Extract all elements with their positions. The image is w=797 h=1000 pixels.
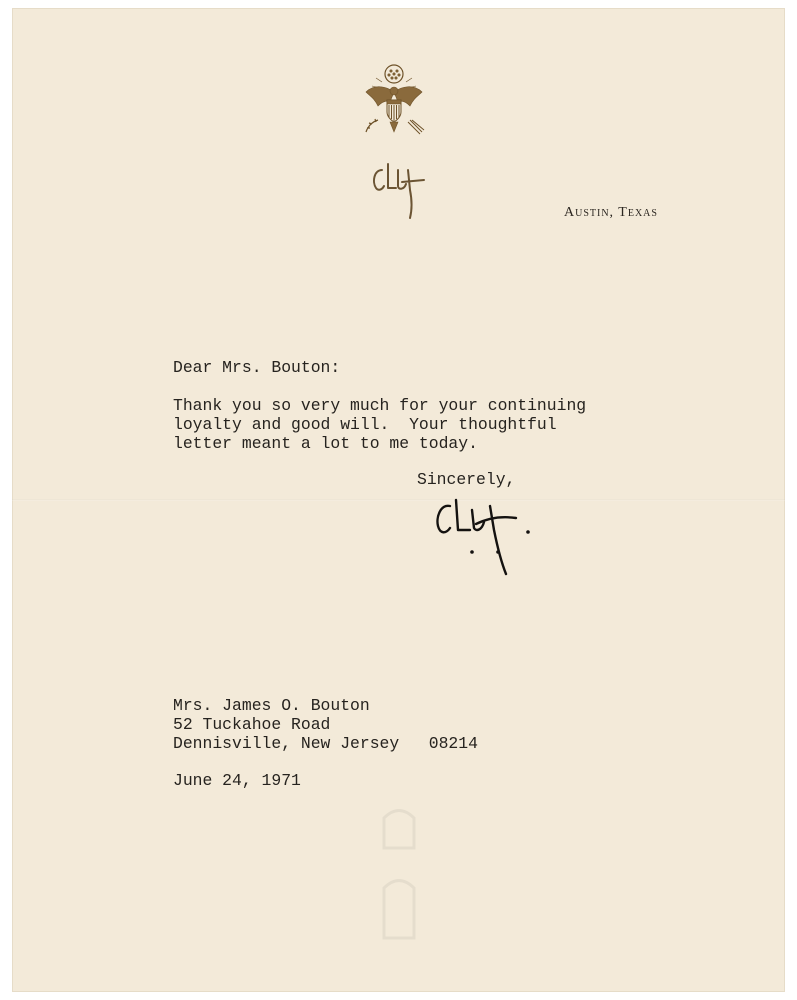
letter-date: June 24, 1971	[173, 771, 301, 790]
fold-line	[12, 499, 785, 501]
body-line: loyalty and good will. Your thoughtful	[173, 415, 557, 434]
body-line: Thank you so very much for your continuing	[173, 396, 587, 415]
recipient-street: 52 Tuckahoe Road	[173, 715, 331, 734]
monogram-icon	[368, 156, 428, 222]
recipient-address	[173, 696, 478, 753]
letter-page	[12, 8, 785, 992]
recipient-name: Mrs. James O. Bouton	[173, 696, 370, 715]
salutation: Dear Mrs. Bouton:	[173, 358, 341, 377]
signature-icon	[432, 494, 540, 578]
letter-body	[173, 396, 586, 453]
show-through-mark	[364, 798, 434, 958]
body-line: letter meant a lot to me today.	[173, 434, 478, 453]
recipient-city: Dennisville, New Jersey 08214	[173, 734, 478, 753]
closing: Sincerely,	[417, 470, 516, 489]
letterhead-place: Austin, Texas	[564, 205, 658, 220]
presidential-seal-icon	[358, 62, 430, 142]
